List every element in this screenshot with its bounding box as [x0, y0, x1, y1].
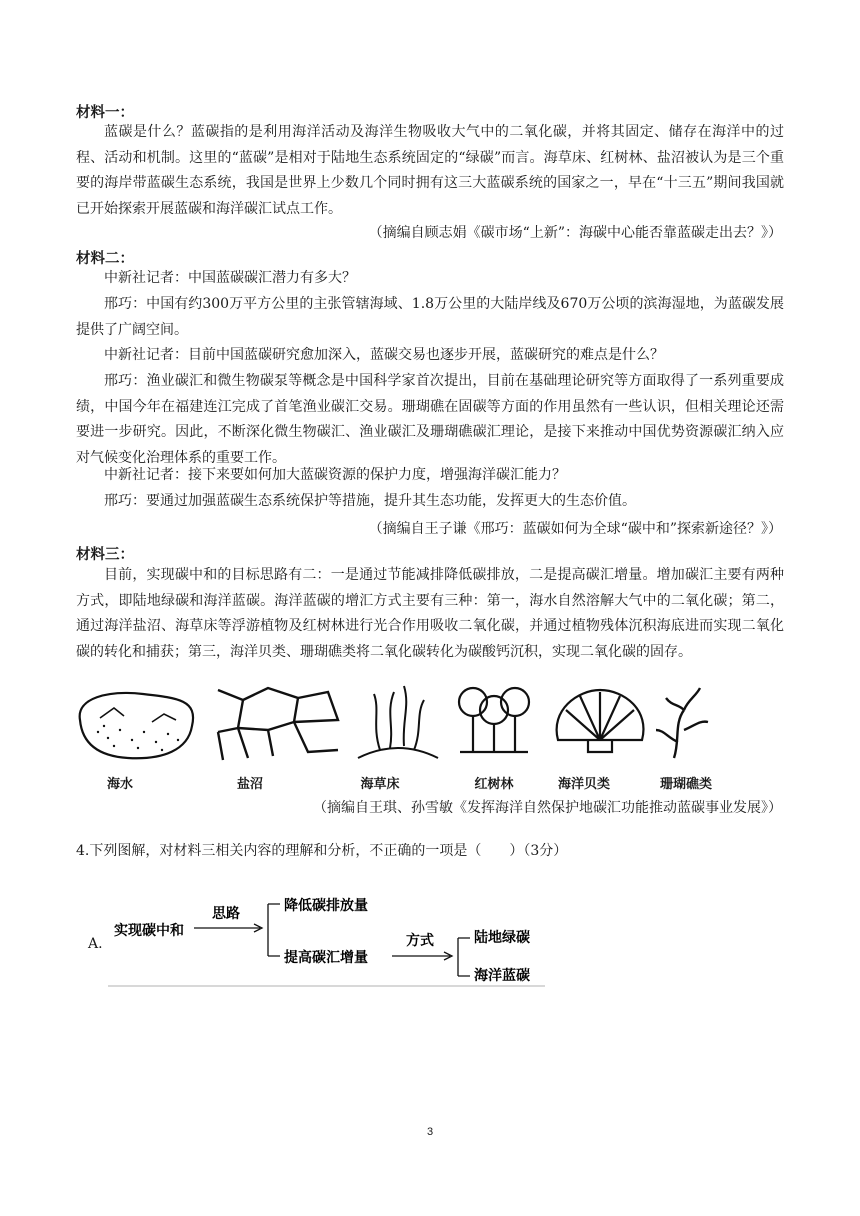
flow-branch-2: 提高碳汇增量	[284, 950, 368, 966]
blue-carbon-illustrations	[68, 680, 788, 772]
interview-question-2: 中新社记者：目前中国蓝碳研究愈加深入，蓝碳交易也逐步开展，蓝碳研究的难点是什么？	[104, 347, 664, 363]
material-2-heading: 材料二：	[76, 251, 134, 267]
material-3-source: （摘编自王琪、孙雪敏《发挥海洋自然保护地碳汇功能推动蓝碳事业发展》）	[313, 800, 782, 816]
material-2-source: （摘编自王子谦《邢巧：蓝碳如何为全球“碳中和”探索新途径？》）	[368, 521, 782, 537]
page-number: 3	[426, 1126, 434, 1138]
coral-illustration	[656, 688, 708, 758]
salt-marsh-illustration	[218, 688, 338, 760]
material-3-heading: 材料三：	[76, 547, 134, 563]
mangrove-illustration	[459, 688, 529, 752]
interview-answer-2: 邢巧：渔业碳汇和微生物碳泵等概念是中国科学家首次提出，目前在基础理论研究等方面取得了一系列重要成绩，中国今年在福建连江完成了首笔渔业碳汇交易。珊瑚礁在固碳等方面的作用虽然有一些认识，但相关理论还需要进一步研究。因此，不断深化微生物碳汇、渔业碳汇及珊瑚礁碳汇理论，是接下来推动中国优势资源碳汇纳入应对气候变化治理体系的重要工作。	[76, 373, 784, 466]
flow-leaf-1: 陆地绿碳	[474, 930, 530, 946]
flow-branch-1: 降低碳排放量	[284, 898, 368, 914]
option-a-label: A.	[88, 936, 103, 952]
caption-seawater: 海水	[106, 777, 133, 792]
interview-question-3: 中新社记者：接下来要如何加大蓝碳资源的保护力度，增强海洋碳汇能力？	[104, 467, 566, 483]
flow-root: 实现碳中和	[114, 923, 184, 939]
interview-answer-1: 邢巧：中国有约300万平方公里的主张管辖海域、1.8万公里的大陆岸线及670万公顷的滨海湿地，为蓝碳发展提供了广阔空间。	[76, 296, 784, 338]
seagrass-illustration	[358, 686, 438, 758]
flow-edge-2: 方式	[406, 933, 434, 949]
flow-edge-1: 思路	[212, 906, 240, 922]
shellfish-illustration	[557, 690, 644, 752]
flow-leaf-2: 海洋蓝碳	[474, 968, 530, 984]
caption-shellfish: 海洋贝类	[557, 777, 610, 792]
question-4: 4.下列图解，对材料三相关内容的理解和分析，不正确的一项是（ ）（3分）	[76, 843, 568, 859]
option-a-flow-diagram	[100, 890, 570, 992]
material-1-heading: 材料一：	[76, 105, 134, 121]
material-3-body: 目前，实现碳中和的目标思路有二：一是通过节能减排降低碳排放，二是提高碳汇增量。增加碳汇主要有两种方式，即陆地绿碳和海洋蓝碳。海洋蓝碳的增汇方式主要有三种：第一，海水自然溶解大气中的二氧化碳；第二，通过海洋盐沼、海草床等浮游植物及红树林进行光合作用吸收二氧化碳，并通过植物残体沉积海底进而实现二氧化碳的转化和捕获；第三，海洋贝类、珊瑚礁类将二氧化碳转化为碳酸钙沉积，实现二氧化碳的固存。	[76, 567, 784, 660]
material-1-body: 蓝碳是什么？蓝碳指的是利用海洋活动及海洋生物吸收大气中的二氧化碳，并将其固定、储存在海洋中的过程、活动和机制。这里的“蓝碳”是相对于陆地生态系统固定的“绿碳”而言。海草床、红树林、盐沼被认为是三个重要的海岸带蓝碳生态系统，我国是世界上少数几个同时拥有这三大蓝碳系统的国家之一，早在“十三五”期间我国就已开始探索开展蓝碳和海洋碳汇试点工作。	[76, 124, 784, 217]
caption-salt-marsh: 盐沼	[236, 777, 263, 792]
material-1-source: （摘编自顾志娟《碳市场“上新”：海碳中心能否靠蓝碳走出去？》）	[368, 225, 782, 241]
interview-answer-3: 邢巧：要通过加强蓝碳生态系统保护等措施，提升其生态功能，发挥更大的生态价值。	[104, 493, 636, 509]
interview-question-1: 中新社记者：中国蓝碳碳汇潜力有多大？	[104, 270, 356, 286]
caption-seagrass: 海草床	[360, 777, 400, 792]
caption-coral: 珊瑚礁类	[659, 777, 712, 792]
caption-mangrove: 红树林	[474, 777, 514, 792]
seawater-illustration	[80, 693, 193, 758]
